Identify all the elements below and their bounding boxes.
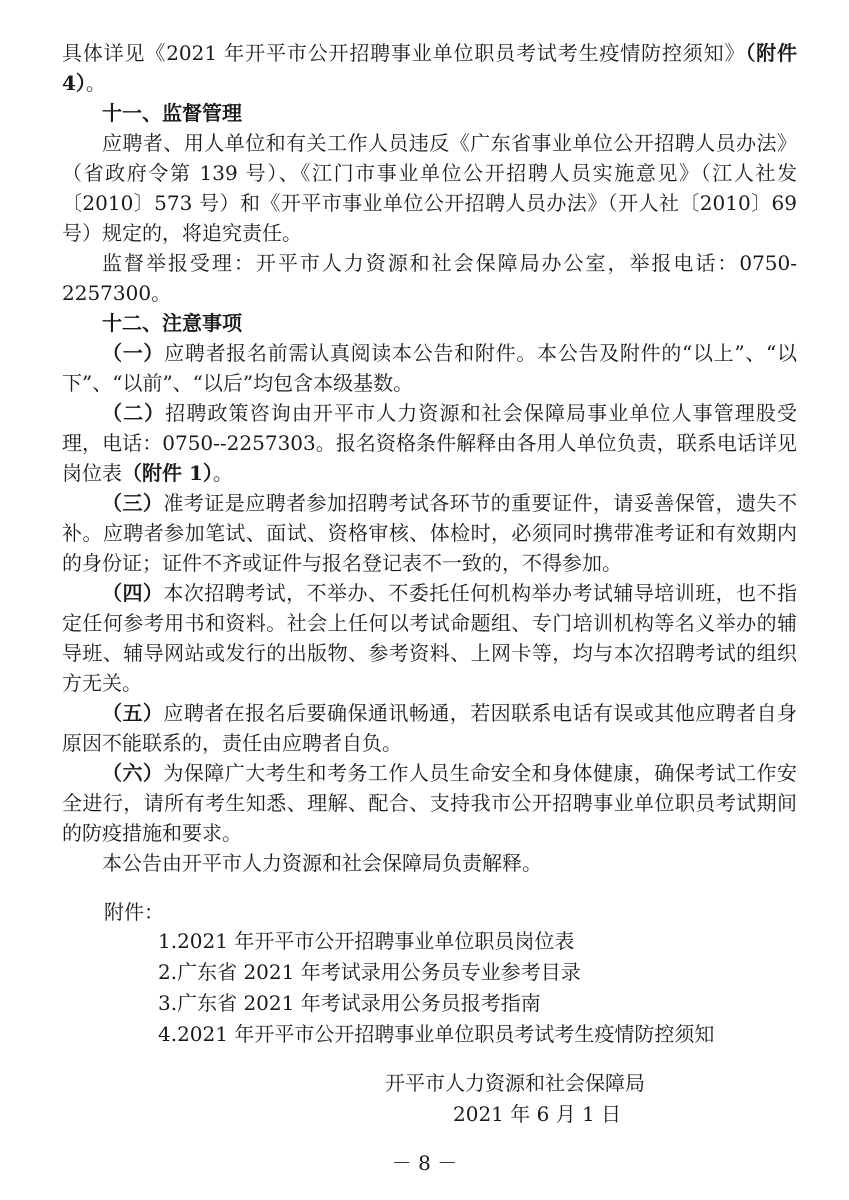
note-item-label: （一） <box>102 341 165 365</box>
attachment-item: 2.广东省 2021 年考试录用公务员专业参考目录 <box>158 960 581 984</box>
attachment-item: 3.广东省 2021 年考试录用公务员报考指南 <box>158 991 541 1015</box>
attachments-list <box>158 926 714 1050</box>
closing-statement: 本公告由开平市人力资源和社会保障局负责解释。 <box>102 851 542 875</box>
note-item-attachment-ref: （附件 1） <box>122 461 213 485</box>
note-item-label: （五） <box>102 701 164 725</box>
note-item-label: （三） <box>102 491 164 515</box>
note-item-6 <box>62 758 797 848</box>
note-item-text: 应聘者在报名后要确保通讯畅通，若因联系电话有误或其他应聘者自身原因不能联系的，责任由应聘者自负。 <box>62 701 798 755</box>
section-11-heading: 十一、监督管理 <box>102 101 242 125</box>
note-item-label: （六） <box>102 761 164 785</box>
section-supervision <box>62 98 797 308</box>
section-11-paragraph-2: 监督举报受理：开平市人力资源和社会保障局办公室，举报电话：0750-2257300。 <box>62 251 797 305</box>
intro-tail: 。 <box>85 71 106 95</box>
note-item-text: 招聘政策咨询由开平市人力资源和社会保障局事业单位人事管理股受理，电话：0750--2257303。报名资格条件解释由各用人单位负责，联系电话详见岗位表 <box>62 401 797 485</box>
note-item-label: （四） <box>102 581 164 605</box>
note-item-text: 本次招聘考试，不举办、不委托任何机构举办考试辅导培训班，也不指定任何参考用书和资料。社会上任何以考试命题组、专门培训机构等名义举办的辅导班、辅导网站或发行的出版物、参考资料、上网卡等，均与本次招聘考试的组织方无关。 <box>62 581 798 695</box>
page-number: － 8 － <box>391 1151 458 1175</box>
note-item-1 <box>62 338 797 398</box>
note-item-text: 准考证是应聘者参加招聘考试各环节的重要证件，请妥善保管，遗失不补。应聘者参加笔试、面试、资格审核、体检时，必须同时携带准考证和有效期内的身份证；证件不齐或证件与报名登记表不一致的，不得参加。 <box>62 491 798 575</box>
signature-date: 2021 年 6 月 1 日 <box>453 1102 622 1126</box>
intro-block <box>62 38 797 98</box>
note-item-text: 为保障广大考生和考务工作人员生命安全和身体健康，确保考试工作安全进行，请所有考生知悉、理解、配合、支持我市公开招聘事业单位职员考试期间的防疫措施和要求。 <box>62 761 798 845</box>
attachment-item: 1.2021 年开平市公开招聘事业单位职员岗位表 <box>158 929 575 953</box>
note-item-tail: 。 <box>212 461 233 485</box>
section-notes <box>62 308 797 878</box>
intro-text: 具体详见《2021 年开平市公开招聘事业单位职员考试考生疫情防控须知》 <box>62 41 746 65</box>
note-item-label: （二） <box>102 401 166 425</box>
note-item-5 <box>62 698 797 758</box>
attachments-title: 附件： <box>104 900 164 924</box>
note-item-3 <box>62 488 797 578</box>
section-11-paragraph-1: 应聘者、用人单位和有关工作人员违反《广东省事业单位公开招聘人员办法》（省政府令第 139 号）、《江门市事业单位公开招聘人员实施意见》（江人社发〔2010〕573 号）和《开平市事业单位公开招聘人员办法》（开人社〔2010〕69 号）规定的，将追究责任。 <box>62 131 797 245</box>
attachment-item: 4.2021 年开平市公开招聘事业单位职员考试考生疫情防控须知 <box>158 1022 715 1046</box>
intro-attachment-ref: （附件 4） <box>62 41 797 95</box>
note-item-4 <box>62 578 797 698</box>
signature-organization: 开平市人力资源和社会保障局 <box>385 1071 645 1095</box>
note-item-2 <box>62 398 797 488</box>
section-12-heading: 十二、注意事项 <box>102 311 242 335</box>
note-item-text: 应聘者报名前需认真阅读本公告和附件。本公告及附件的“以上”、“以下”、“以前”、“以后”均包含本级基数。 <box>62 341 797 395</box>
